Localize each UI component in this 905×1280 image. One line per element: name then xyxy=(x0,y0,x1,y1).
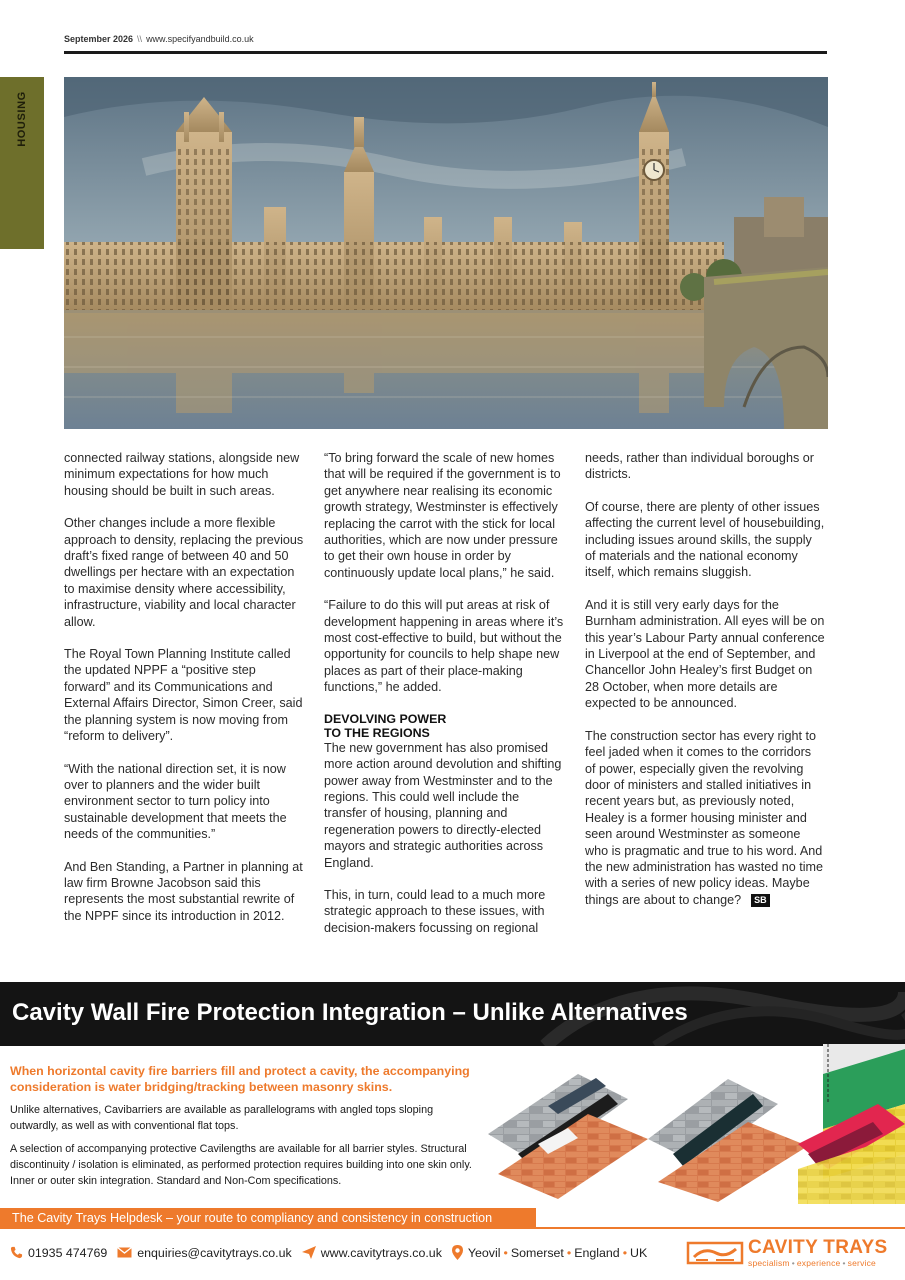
article-column-3 xyxy=(585,450,825,924)
page-header xyxy=(64,34,254,44)
phone-number: 01935 474769 xyxy=(28,1245,108,1260)
paragraph-final xyxy=(585,728,825,908)
phone-icon xyxy=(10,1246,23,1259)
paragraph: The new government has also promised more action around devolution and shifting power away from Westminster and to the regions. This could well include the transfer of housing, planning and regeneration powers to directly-elected mayors and strategic authorities across England. xyxy=(324,740,562,870)
ad-body-1: Unlike alternatives, Cavibarriers are available as parallelograms with angled tops sloping outwardly, as well as with conventional flat tops. xyxy=(10,1104,434,1132)
ad-banner xyxy=(0,982,905,1046)
cavity-barrier-illustration xyxy=(478,1044,905,1204)
location-town: Yeovil xyxy=(467,1245,501,1260)
paragraph: The Royal Town Planning Institute called the updated NPPF a “positive step forward” and its Communications and External Affairs Director, Simon Creer, said the planning system is now moving from “reform to delivery”. xyxy=(64,647,303,744)
paragraph: And it is still very early days for the Burnham administration. All eyes will be on this year’s Labour Party annual conference in Liverpool at the end of September, and Chancellor John Healey’s first Budget on 28 October, when more details are expected to be announced. xyxy=(585,597,825,711)
advertisement xyxy=(0,982,905,1280)
final-paragraph-text: The construction sector has every right to feel jaded when it comes to the corridors of power, especially given the revolving door of ministers and stalled initiatives in recent years but, as previously noted, Healey is a former housing minister and seen around Westminster as someone who is pragmatic and true to his word. And the new administration has wasted no time with a series of new policy ideas. Maybe things are about to change? xyxy=(585,728,824,907)
cavity-trays-logo xyxy=(686,1237,898,1269)
separator-dot: • xyxy=(566,1245,572,1260)
paragraph: “To bring forward the scale of new homes that will be required if the government is to get anywhere near realising its economic growth strategy, Westminster is effectively replacing the carrot with the stick for local authorities, which are now under pressure to get their own house in order by continuously update local plans,” he said. xyxy=(324,451,561,580)
hero-photo xyxy=(64,77,828,429)
paragraph: Of course, there are plenty of other issues affecting the current level of housebuilding, including issues around skills, the supply of materials and the national economy itself, which remains sluggish. xyxy=(585,499,825,580)
email-address: enquiries@cavitytrays.co.uk xyxy=(137,1245,292,1260)
header-url[interactable]: www.specifyandbuild.co.uk xyxy=(146,34,254,44)
section-tab xyxy=(0,77,44,249)
phone-contact[interactable] xyxy=(10,1246,107,1260)
article-column-2 xyxy=(324,450,564,952)
website-contact[interactable] xyxy=(302,1246,442,1260)
section-heading-line1: DEVOLVING POWER xyxy=(324,711,447,726)
separator-dot: • xyxy=(503,1245,508,1260)
ad-title: Cavity Wall Fire Protection Integration – Unlike Alternatives xyxy=(12,999,688,1026)
separator-dot: • xyxy=(622,1245,628,1260)
header-rule xyxy=(64,51,827,54)
end-mark-badge: SB xyxy=(751,894,770,907)
header-separator: \\ xyxy=(137,34,143,44)
contact-details xyxy=(10,1245,657,1260)
paragraph: And Ben Standing, a Partner in planning at law firm Browne Jacobson said this represents the most substantial rewrite of the NPPF since its introduction in 2012. xyxy=(64,859,303,923)
ad-body-2: A selection of accompanying protective Cavilengths are available for all barrier styles. Structural discontinuity / isolation is eliminated, as performed protection requires building into one skin only. Inner or outer skin integration. Standard and Non-Com specifications. xyxy=(10,1143,472,1187)
paragraph: “With the national direction set, it is now over to planners and the wider built environment sector to turn policy into sustainable development that meets the needs of the communities.” xyxy=(64,761,287,842)
paper-plane-icon xyxy=(302,1246,316,1259)
location-country: England xyxy=(574,1245,620,1260)
logo-tagline xyxy=(748,1258,876,1268)
cavity-trays-logo-icon xyxy=(686,1239,744,1267)
palace-of-westminster-photo xyxy=(64,77,828,429)
website-url: www.cavitytrays.co.uk xyxy=(320,1245,442,1260)
article-column-1 xyxy=(64,450,304,940)
paragraph: needs, rather than individual boroughs or districts. xyxy=(585,451,814,482)
tagline-word: experience xyxy=(796,1258,841,1268)
tagline-dot: • xyxy=(791,1258,795,1268)
paragraph: Other changes include a more flexible approach to density, replacing the previous draft’s fixed range of between 40 and 50 dwellings per hectare with an expectation to maximise density where accessibility, infrastructure, viability and local character allow. xyxy=(64,516,304,629)
logo-wordmark: CAVITY TRAYS xyxy=(748,1237,888,1258)
envelope-icon xyxy=(117,1247,132,1258)
location-county: Somerset xyxy=(510,1245,564,1260)
paragraph: “Failure to do this will put areas at risk of development happening in areas where it’s most cost-effective to build, but without the opportunity for councils to help shape new places as part of their place-making functions,” he added. xyxy=(324,598,564,695)
ad-subtitle: When horizontal cavity fire barriers fill and protect a cavity, the accompanying consideration is water bridging/tracking between masonry skins. xyxy=(10,1064,470,1094)
map-pin-icon xyxy=(452,1245,463,1260)
section-tab-label: HOUSING xyxy=(16,91,28,147)
location-nation: UK xyxy=(630,1245,648,1260)
email-contact[interactable] xyxy=(117,1246,291,1260)
helpdesk-strap: The Cavity Trays Helpdesk – your route to compliancy and consistency in construction xyxy=(0,1208,536,1229)
section-heading xyxy=(324,712,564,740)
paragraph: This, in turn, could lead to a much more strategic approach to these issues, with decision-makers focussing on regional xyxy=(324,887,546,935)
tagline-dot: • xyxy=(842,1258,846,1268)
location-contact xyxy=(452,1245,647,1260)
tagline-word: specialism xyxy=(748,1258,790,1268)
tagline-word: service xyxy=(847,1258,876,1268)
paragraph: connected railway stations, alongside new minimum expectations for how much housing should be built in such areas. xyxy=(64,451,300,498)
section-heading-line2: TO THE REGIONS xyxy=(324,725,430,740)
issue-date: September 2026 xyxy=(64,34,134,44)
